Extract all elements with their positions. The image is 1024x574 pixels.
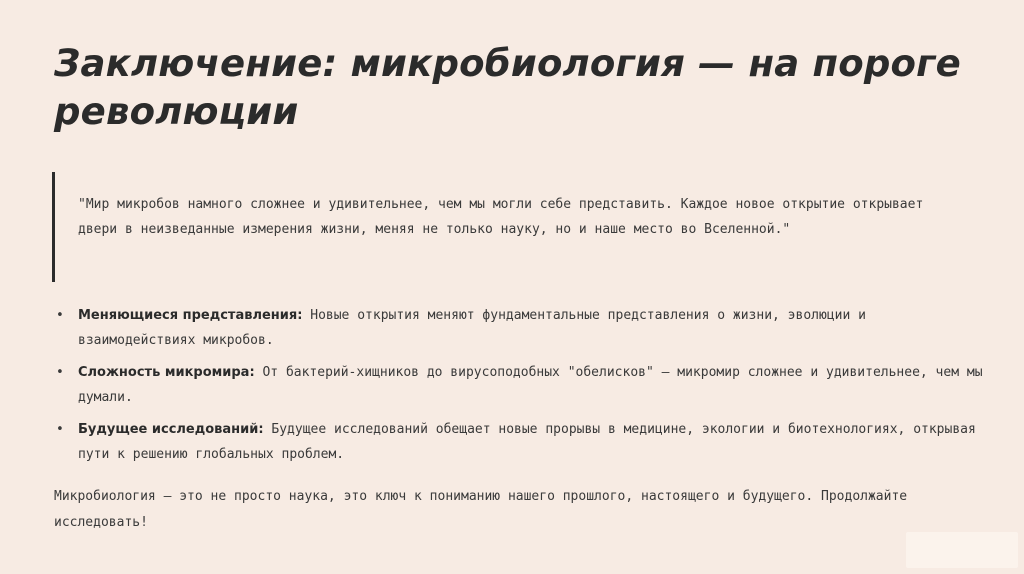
bullet-heading: Сложность микромира: [78, 365, 255, 380]
bullet-heading: Будущее исследований: [78, 422, 264, 437]
bullet-item [54, 360, 984, 410]
bullet-item [54, 417, 984, 467]
quote-accent-bar [52, 172, 55, 282]
bullet-marker: • [56, 365, 64, 380]
bullet-list [54, 303, 984, 474]
bullet-marker: • [56, 422, 64, 437]
corner-placeholder [906, 532, 1018, 568]
bullet-text: Будущее исследований обещает новые прорывы в медицине, экологии и биотехнологиях, открывая пути к решению глобальных проблем. [78, 422, 976, 462]
bullet-heading: Меняющиеся представления: [78, 308, 303, 323]
bullet-text: От бактерий-хищников до вирусоподобных "обелисков" – микромир сложнее и удивительнее, чем мы думали. [78, 365, 983, 405]
bullet-text: Новые открытия меняют фундаментальные представления о жизни, эволюции и взаимодействиях микробов. [78, 308, 866, 348]
bullet-marker: • [56, 308, 64, 323]
quote-block [52, 172, 972, 282]
conclusion-text: Микробиология – это не просто наука, это ключ к пониманию нашего прошлого, настоящего и будущего. Продолжайте исследовать! [54, 489, 908, 530]
quote-text: "Мир микробов намного сложнее и удивительнее, чем мы могли себе представить. Каждое новое открытие открывает двери в неизведанные измерения жизни, меняя не только науку, но и наше место во Вселенной." [78, 197, 924, 237]
slide-title: Заключение: микробиология — на пороге революции [54, 42, 961, 133]
bullet-item [54, 303, 984, 353]
